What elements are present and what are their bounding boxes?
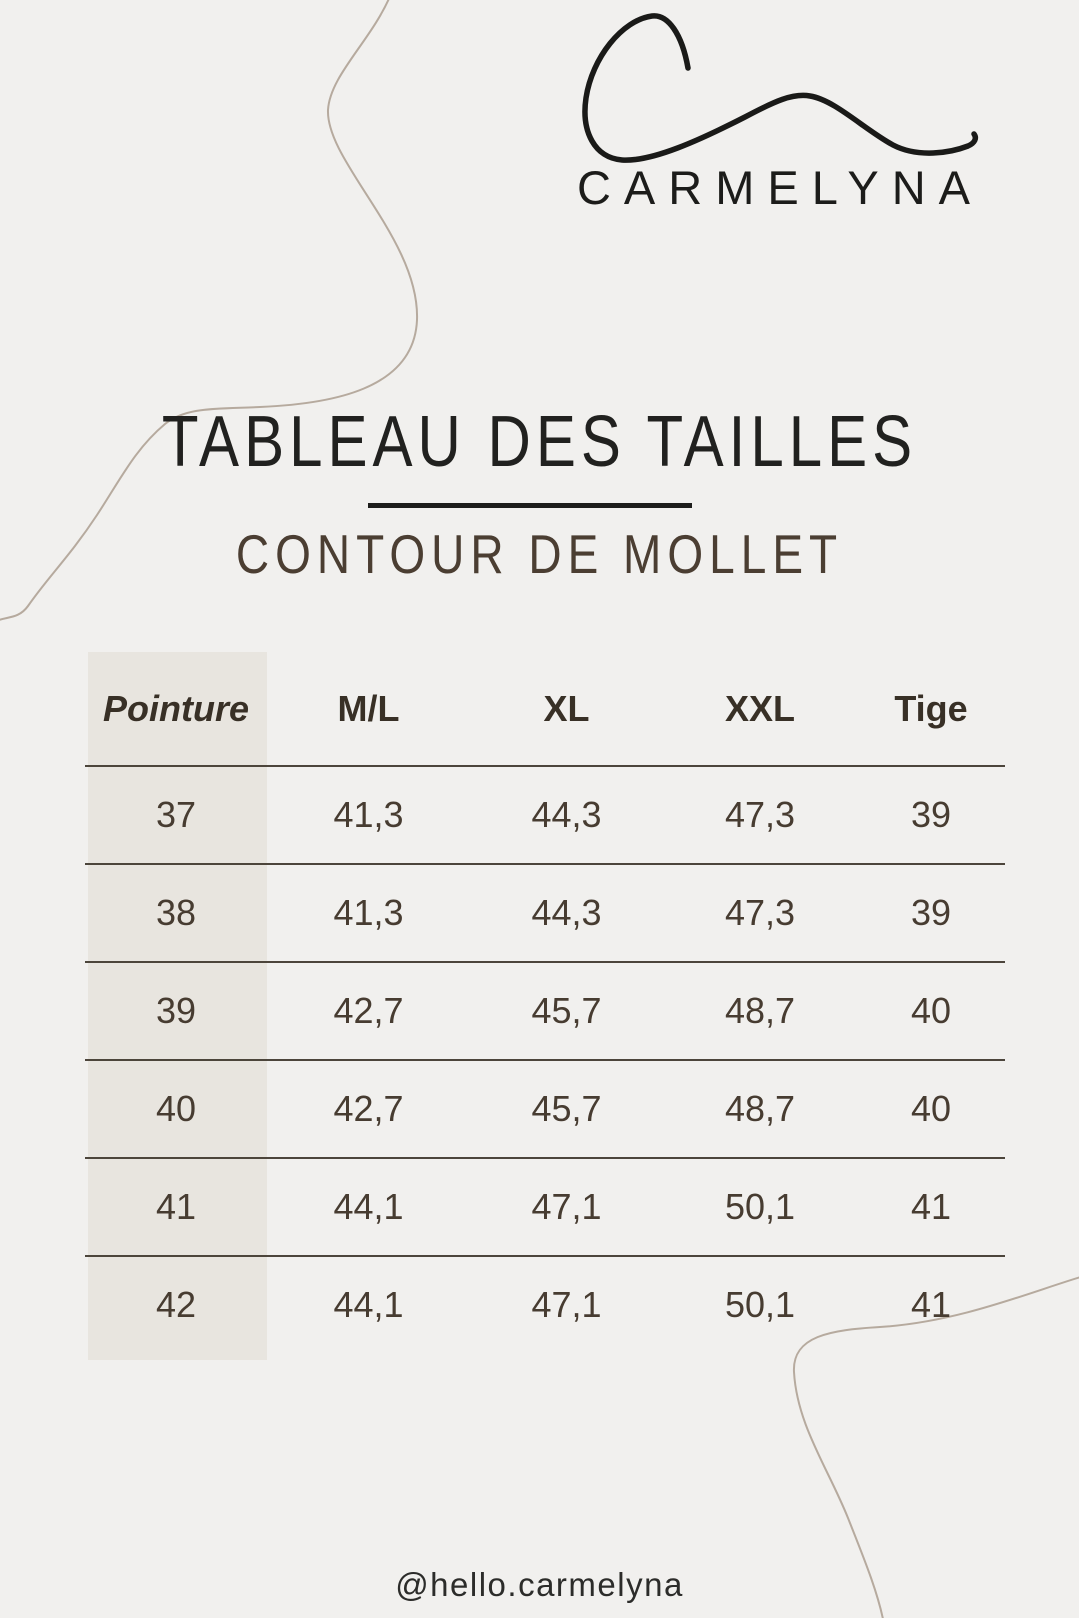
cell-xxl: 50,1 (724, 1284, 796, 1325)
cell-xl: 44,3 (531, 892, 602, 933)
cell-xl: 44,3 (531, 794, 602, 835)
cell-pointure: 42 (155, 1284, 197, 1325)
cell-pointure: 41 (155, 1186, 197, 1227)
cell-ml: 42,7 (333, 1088, 404, 1129)
table-row (85, 1059, 1005, 1157)
table-row (85, 863, 1005, 961)
cell-ml: 42,7 (333, 990, 404, 1031)
column-header-xl: XL (543, 687, 590, 729)
cell-tige: 40 (910, 990, 952, 1031)
cell-xl: 47,1 (531, 1284, 602, 1325)
cell-ml: 44,1 (333, 1284, 404, 1325)
cell-tige: 41 (910, 1186, 952, 1227)
cell-pointure: 39 (155, 990, 197, 1031)
column-header-ml: M/L (337, 687, 400, 729)
column-header-xxl: XXL (724, 687, 795, 729)
cell-xxl: 48,7 (724, 1088, 796, 1129)
cell-ml: 44,1 (333, 1186, 404, 1227)
cell-tige: 39 (910, 892, 952, 933)
column-header-pointure: Pointure (102, 687, 249, 729)
cell-xl: 45,7 (531, 990, 602, 1031)
table-row (85, 1157, 1005, 1255)
cell-ml: 41,3 (333, 794, 404, 835)
cell-pointure: 40 (155, 1088, 197, 1129)
cell-xxl: 50,1 (724, 1186, 796, 1227)
table-header-row (85, 652, 1005, 765)
social-handle: @hello.carmelyna (395, 1566, 684, 1603)
cell-xl: 47,1 (531, 1186, 602, 1227)
brand-logo-text: CARMELYNA (576, 161, 984, 214)
title-underline-divider (368, 503, 692, 508)
table-row (85, 765, 1005, 863)
cell-pointure: 38 (155, 892, 197, 933)
cell-xxl: 48,7 (724, 990, 796, 1031)
cell-tige: 40 (910, 1088, 952, 1129)
size-table (85, 652, 1005, 1353)
cell-tige: 39 (910, 794, 952, 835)
table-row (85, 1255, 1005, 1353)
cell-xxl: 47,3 (724, 892, 796, 933)
cell-xl: 45,7 (531, 1088, 602, 1129)
column-header-tige: Tige (894, 687, 968, 729)
cell-ml: 41,3 (333, 892, 404, 933)
cell-tige: 41 (910, 1284, 952, 1325)
cell-xxl: 47,3 (724, 794, 796, 835)
table-row (85, 961, 1005, 1059)
page-subtitle: CONTOUR DE MOLLET (235, 523, 844, 585)
page-title: TABLEAU DES TAILLES (161, 401, 918, 482)
cell-pointure: 37 (155, 794, 197, 835)
